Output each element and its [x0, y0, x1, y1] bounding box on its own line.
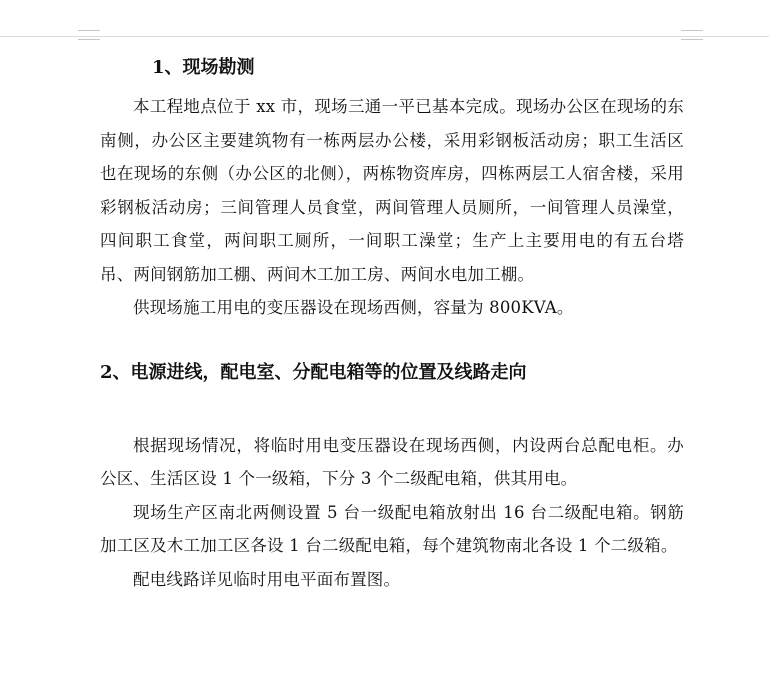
left-margin-corner-mark: [78, 30, 100, 40]
document-body[interactable]: [100, 50, 684, 596]
section-1-paragraph-2: 供现场施工用电的变压器设在现场西侧，容量为 800KVA。: [133, 298, 574, 317]
section-2-paragraph-1: 根据现场情况，将临时用电变压器设在现场西侧，内设两台总配电柜。办公区、生活区设 1 个一级箱，下分 3 个二级配电箱，供其用电。: [100, 435, 684, 488]
section-1-paragraph-1: 本工程地点位于 xx 市，现场三通一平已基本完成。现场办公区在现场的东南侧，办公区主要建筑物有一栋两层办公楼，采用彩钢板活动房；职工生活区也在现场的东侧（办公区的北侧），两栋物资库房，四栋两层工人宿舍楼，采用彩钢板活动房；三间管理人员食堂，两间管理人员厕所，一间管理人员澡堂，四间职工食堂，两间职工厕所，一间职工澡堂；生产上主要用电的有五台塔吊、两间钢筋加工棚、两间木工加工房、两间水电加工棚。: [100, 97, 684, 284]
section-1-heading: 1、现场勘测: [152, 57, 255, 78]
section-2-paragraph-2: 现场生产区南北两侧设置 5 台一级配电箱放射出 16 台二级配电箱。钢筋加工区及木工加工区各设 1 台二级配电箱，每个建筑物南北各设 1 个二级箱。: [100, 502, 684, 555]
section-2-heading: 2、电源进线，配电室、分配电箱等的位置及线路走向: [100, 361, 527, 383]
page-top-margin-line: [0, 36, 769, 37]
right-margin-corner-mark: [681, 30, 703, 40]
section-2-paragraph-3: 配电线路详见临时用电平面布置图。: [133, 569, 401, 589]
